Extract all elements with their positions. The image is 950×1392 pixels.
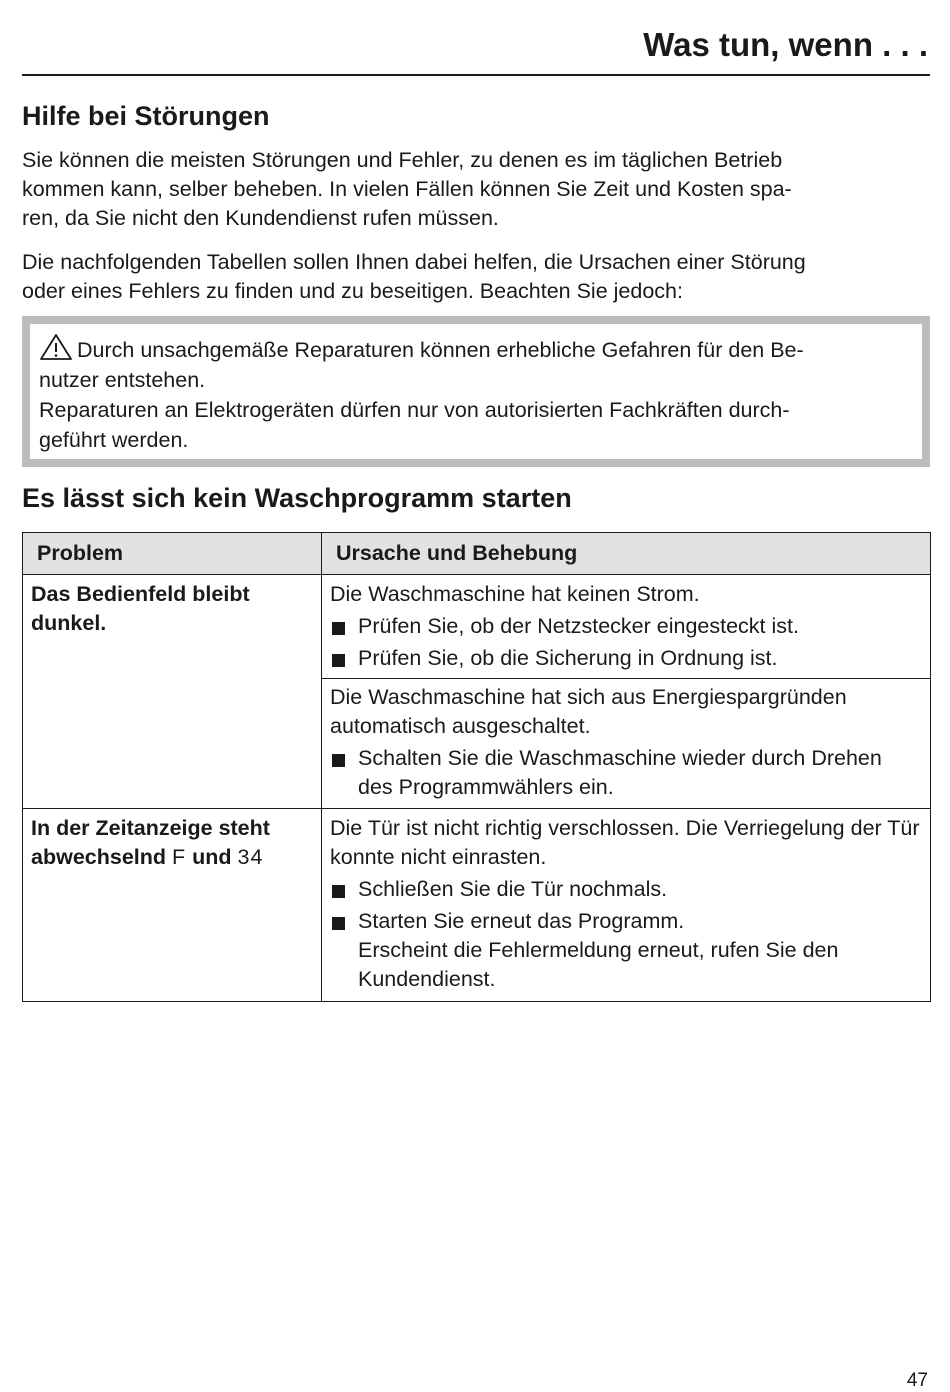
intro-paragraph-2-line-1: Die nachfolgenden Tabellen sollen Ihnen dabei helfen, die Ursachen einer Störung — [22, 250, 806, 274]
section-heading-troubleshooting: Hilfe bei Störungen — [22, 101, 270, 131]
cause-text: Die Waschmaschine hat sich aus Energiespargründen automatisch ausgeschaltet. — [330, 685, 847, 738]
table-header-row — [23, 533, 931, 575]
page-header-title: Was tun, wenn . . . — [643, 26, 928, 63]
troubleshooting-table — [22, 532, 931, 1002]
warning-text-line-3: Reparaturen an Elektrogeräten dürfen nur von autorisierten Fachkräften durch- — [39, 398, 790, 422]
bullet-square-icon — [332, 622, 345, 635]
display-code-34: 34 — [237, 845, 264, 869]
warning-text-line-2: nutzer entstehen. — [39, 368, 206, 392]
cause-text: Die Waschmaschine hat keinen Strom. — [330, 582, 700, 606]
warning-triangle-icon — [39, 333, 73, 361]
list-item — [330, 907, 922, 994]
list-item — [330, 744, 922, 802]
intro-paragraph-2 — [22, 248, 927, 306]
table-row — [23, 575, 931, 809]
problem-text-line-2 — [31, 843, 313, 872]
problem-text-line-1: In der Zeitanzeige steht — [31, 816, 270, 840]
column-header-cause: Ursache und Behebung — [322, 533, 931, 575]
column-header-problem: Problem — [23, 533, 322, 575]
list-item-text: Erscheint die Fehlermeldung erneut, rufen Sie den Kundendienst. — [358, 938, 839, 991]
problem-cell: Das Bedienfeld bleibt dunkel. — [23, 575, 322, 809]
warning-line-1 — [39, 333, 912, 365]
intro-paragraph-2-line-2: oder eines Fehlers zu finden und zu beseitigen. Beachten Sie jedoch: — [22, 279, 683, 303]
warning-box — [22, 316, 930, 467]
bullet-square-icon — [332, 885, 345, 898]
intro-paragraph-1-line-1: Sie können die meisten Störungen und Fehler, zu denen es im täglichen Betrieb — [22, 148, 783, 172]
list-item-text: Prüfen Sie, ob die Sicherung in Ordnung ist. — [358, 646, 778, 670]
intro-paragraph-1 — [22, 146, 927, 233]
list-item — [330, 612, 922, 641]
section-heading-no-program-start: Es lässt sich kein Waschprogramm starten — [22, 483, 572, 513]
problem-cell — [23, 809, 322, 1002]
table-row — [23, 809, 931, 1002]
bullet-square-icon — [332, 754, 345, 767]
cause-subsection — [322, 678, 930, 802]
warning-text-line-4: geführt werden. — [39, 428, 189, 452]
bullet-square-icon — [332, 917, 345, 930]
cause-cell — [322, 575, 931, 809]
header-rule — [22, 74, 930, 76]
list-item — [330, 644, 922, 673]
cause-text: Die Tür ist nicht richtig verschlossen. Die Verriegelung der Tür konnte nicht einrasten. — [330, 816, 920, 869]
intro-paragraph-1-line-3: ren, da Sie nicht den Kundendienst rufen müssen. — [22, 206, 499, 230]
list-item-text: Schließen Sie die Tür nochmals. — [358, 877, 668, 901]
intro-paragraph-1-line-2: kommen kann, selber beheben. In vielen Fällen können Sie Zeit und Kosten spa- — [22, 177, 792, 201]
warning-box-inner — [30, 324, 922, 459]
list-item-text: Schalten Sie die Waschmaschine wieder durch Drehen des Programmwählers ein. — [358, 746, 882, 799]
page-number: 47 — [906, 1370, 928, 1391]
list-item — [330, 875, 922, 904]
cause-cell — [322, 809, 931, 1002]
list-item-text: Starten Sie erneut das Programm. — [358, 909, 685, 933]
problem-text: abwechselnd — [31, 845, 167, 869]
warning-text-line-1: Durch unsachgemäße Reparaturen können erhebliche Gefahren für den Be- — [77, 338, 804, 362]
bullet-square-icon — [332, 654, 345, 667]
problem-text: und — [192, 845, 232, 869]
display-code-f: F — [172, 845, 187, 869]
list-item-text: Prüfen Sie, ob der Netzstecker eingesteckt ist. — [358, 614, 799, 638]
